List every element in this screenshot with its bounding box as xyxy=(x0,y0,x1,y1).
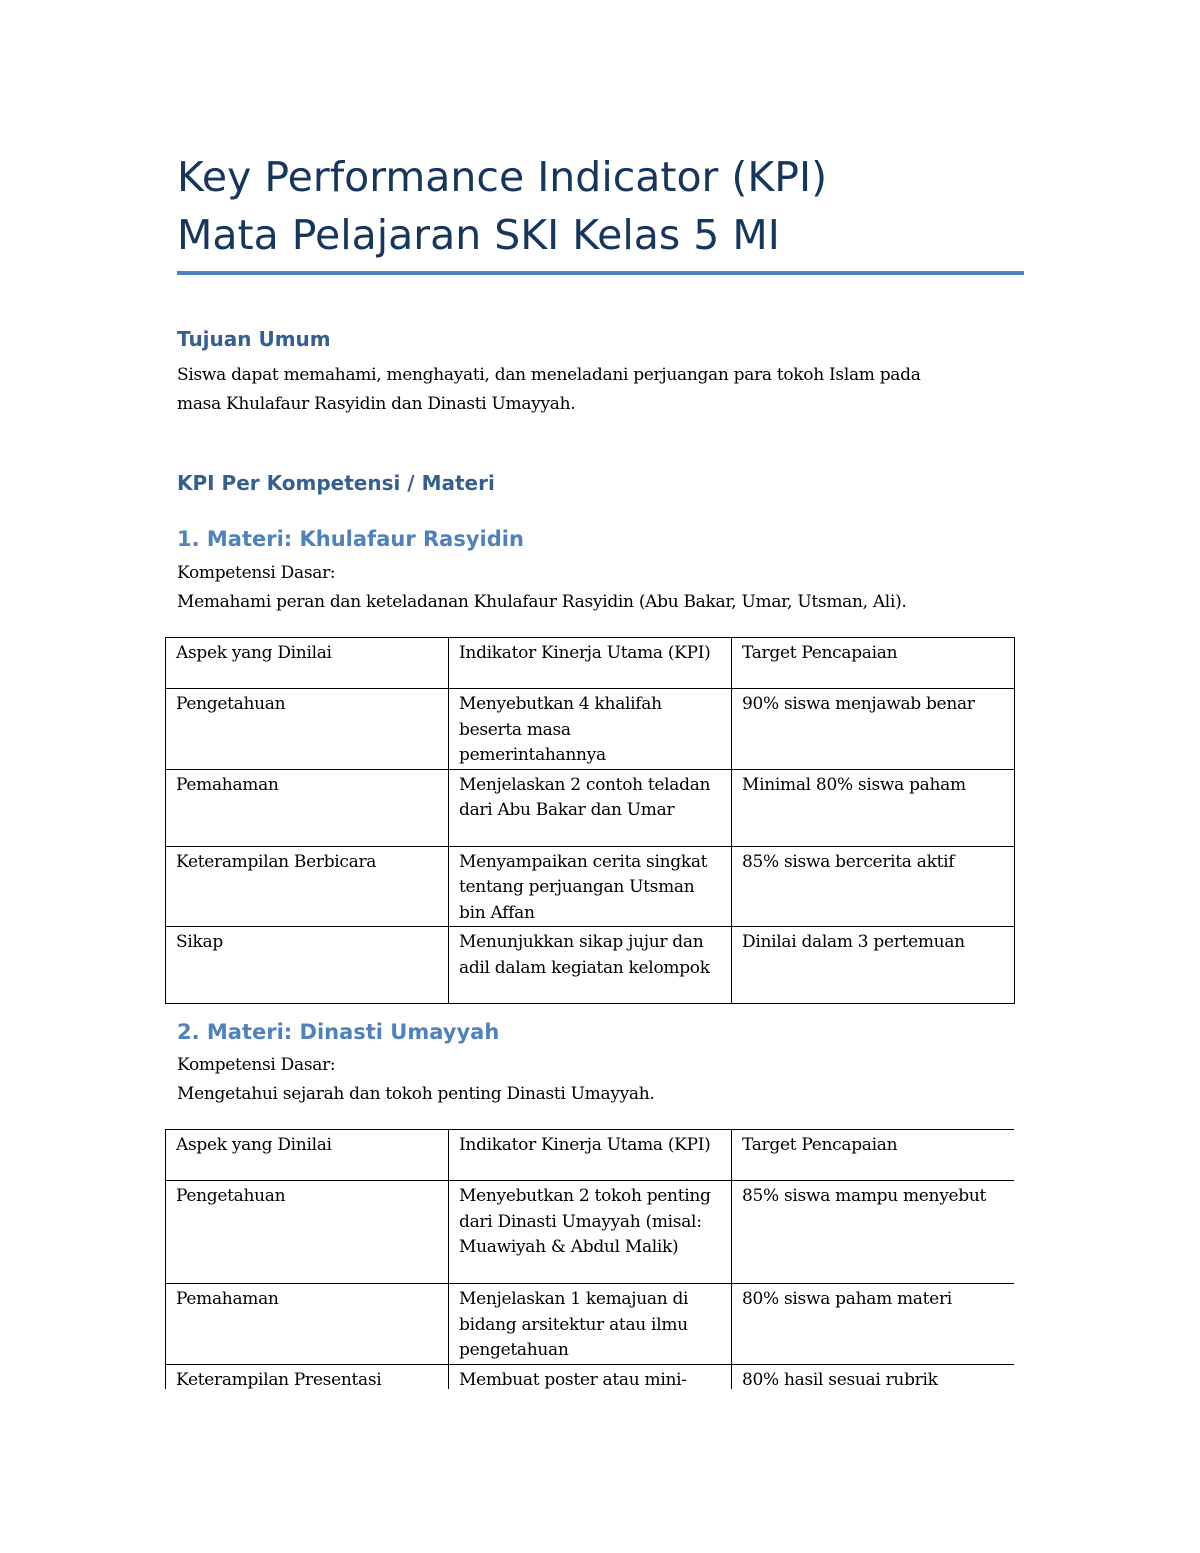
table-cell: Menyebutkan 4 khalifah beserta masa pemerintahannya xyxy=(449,689,732,770)
table-row xyxy=(166,1284,1015,1365)
kpi-heading: KPI Per Kompetensi / Materi xyxy=(177,471,495,495)
materi-1-heading: 1. Materi: Khulafaur Rasyidin xyxy=(177,527,524,551)
table-cell: 85% siswa bercerita aktif xyxy=(732,846,1015,927)
materi-2-kd-label: Kompetensi Dasar: xyxy=(177,1055,336,1075)
table-cell: Pemahaman xyxy=(166,1284,449,1365)
table-row xyxy=(166,927,1015,1004)
table-row xyxy=(166,1364,1015,1389)
table-cell: Sikap xyxy=(166,927,449,1004)
table-cell: Menjelaskan 2 contoh teladan dari Abu Bakar dan Umar xyxy=(449,769,732,846)
table-cell: Keterampilan Presentasi xyxy=(166,1364,449,1389)
table-cell: Menyebutkan 2 tokoh penting dari Dinasti Umayyah (misal: Muawiyah & Abdul Malik) xyxy=(449,1181,732,1284)
table-cell: 85% siswa mampu menyebut xyxy=(732,1181,1015,1284)
materi-2-table-wrapper xyxy=(165,1129,1014,1389)
table-cell: Menyampaikan cerita singkat tentang perjuangan Utsman bin Affan xyxy=(449,846,732,927)
table-cell: Pengetahuan xyxy=(166,1181,449,1284)
table-row xyxy=(166,846,1015,927)
table-cell: Minimal 80% siswa paham xyxy=(732,769,1015,846)
table-row xyxy=(166,769,1015,846)
table-cell: Dinilai dalam 3 pertemuan xyxy=(732,927,1015,1004)
tujuan-heading: Tujuan Umum xyxy=(177,327,331,351)
table-cell: Menunjukkan sikap jujur dan adil dalam kegiatan kelompok xyxy=(449,927,732,1004)
header-cell: Aspek yang Dinilai xyxy=(166,638,449,689)
tujuan-text xyxy=(177,361,1007,419)
materi-2-heading: 2. Materi: Dinasti Umayyah xyxy=(177,1020,500,1044)
tujuan-line-2: masa Khulafaur Rasyidin dan Dinasti Umayyah. xyxy=(177,394,576,414)
materi-1-table xyxy=(165,637,1015,1004)
table-row xyxy=(166,689,1015,770)
header-cell: Aspek yang Dinilai xyxy=(166,1130,449,1181)
materi-2-kd-text: Mengetahui sejarah dan tokoh penting Dinasti Umayyah. xyxy=(177,1084,655,1104)
header-cell: Indikator Kinerja Utama (KPI) xyxy=(449,638,732,689)
header-cell: Target Pencapaian xyxy=(732,1130,1015,1181)
table-cell: 80% siswa paham materi xyxy=(732,1284,1015,1365)
table-header-row xyxy=(166,1130,1015,1181)
document-title xyxy=(177,148,1023,264)
materi-1-kd-text: Memahami peran dan keteladanan Khulafaur Rasyidin (Abu Bakar, Umar, Utsman, Ali). xyxy=(177,592,907,612)
title-line-1: Key Performance Indicator (KPI) xyxy=(177,153,828,201)
title-underline xyxy=(177,271,1024,275)
header-cell: Target Pencapaian xyxy=(732,638,1015,689)
tujuan-line-1: Siswa dapat memahami, menghayati, dan meneladani perjuangan para tokoh Islam pada xyxy=(177,365,921,385)
materi-1-kd-label: Kompetensi Dasar: xyxy=(177,563,336,583)
table-cell: 90% siswa menjawab benar xyxy=(732,689,1015,770)
table-row xyxy=(166,1181,1015,1284)
table-cell: Keterampilan Berbicara xyxy=(166,846,449,927)
table-cell: Pengetahuan xyxy=(166,689,449,770)
table-cell: Pemahaman xyxy=(166,769,449,846)
materi-2-table xyxy=(165,1129,1014,1389)
table-cell: Menjelaskan 1 kemajuan di bidang arsitektur atau ilmu pengetahuan xyxy=(449,1284,732,1365)
title-line-2: Mata Pelajaran SKI Kelas 5 MI xyxy=(177,211,780,259)
table-header-row xyxy=(166,638,1015,689)
table-cell: Membuat poster atau mini- xyxy=(449,1364,732,1389)
header-cell: Indikator Kinerja Utama (KPI) xyxy=(449,1130,732,1181)
table-cell: 80% hasil sesuai rubrik xyxy=(732,1364,1015,1389)
